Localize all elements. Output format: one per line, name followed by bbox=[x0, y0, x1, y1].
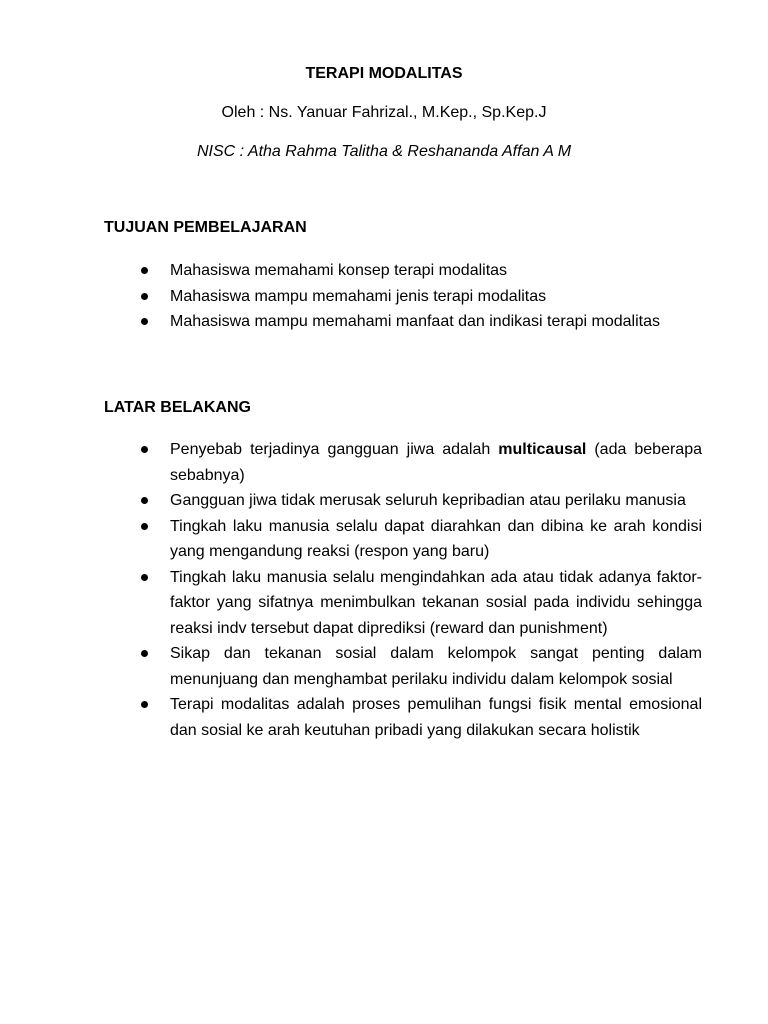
list-item-text-part: Penyebab terjadinya gangguan jiwa adalah bbox=[170, 441, 499, 458]
list-item-text: Mahasiswa mampu memahami jenis terapi modalitas bbox=[170, 287, 547, 305]
list-item-text: Terapi modalitas adalah proses pemulihan fungsi fisik mental emosional dan sosial ke arah keutuhan pribadi yang dilakukan secara holistik bbox=[170, 696, 702, 739]
list-item-text: Tingkah laku manusia selalu dapat diarahkan dan dibina ke arah kondisi yang mengandung reaksi (respon yang baru) bbox=[170, 517, 702, 560]
document-title: TERAPI MODALITAS bbox=[305, 65, 463, 82]
list-item bbox=[128, 641, 702, 692]
list-item-text bbox=[170, 441, 702, 484]
list-item bbox=[128, 514, 702, 565]
list-item-text: Gangguan jiwa tidak merusak seluruh kepribadian atau perilaku manusia bbox=[170, 492, 686, 509]
tujuan-list bbox=[128, 258, 702, 335]
list-item bbox=[128, 258, 702, 284]
bullet-icon bbox=[141, 497, 148, 504]
list-item bbox=[128, 488, 702, 514]
list-item bbox=[128, 309, 702, 335]
section-heading-tujuan: TUJUAN PEMBELAJARAN bbox=[104, 219, 307, 236]
section-heading-latar: LATAR BELAKANG bbox=[104, 399, 251, 416]
multicausal-emphasis: multicausal bbox=[498, 441, 587, 458]
nisc-line: NISC : Atha Rahma Talitha & Reshananda Affan A M bbox=[196, 143, 572, 160]
list-item bbox=[128, 437, 702, 488]
bullet-icon bbox=[141, 523, 148, 530]
bullet-icon bbox=[141, 293, 148, 300]
list-item-text: Mahasiswa mampu memahami manfaat dan indikasi terapi modalitas bbox=[170, 313, 660, 330]
list-item-text: Sikap dan tekanan sosial dalam kelompok sangat penting dalam menunjuang dan menghambat perilaku individu dalam kelompok sosial bbox=[170, 645, 702, 688]
bullet-icon bbox=[141, 318, 148, 325]
bullet-icon bbox=[141, 650, 148, 657]
bullet-icon bbox=[141, 574, 148, 581]
list-item-text-part: (ada beberapa sebabnya) bbox=[170, 441, 702, 484]
list-item bbox=[128, 692, 702, 743]
list-item-text: Tingkah laku manusia selalu mengindahkan ada atau tidak adanya faktor-faktor yang sifatnya menimbulkan tekanan sosial pada individu sehingga reaksi indv tersebut dapat diprediksi (reward dan punishment) bbox=[170, 568, 702, 637]
bullet-icon bbox=[141, 267, 148, 274]
latar-list bbox=[128, 437, 702, 743]
list-item bbox=[128, 284, 702, 310]
list-item-text: Mahasiswa memahami konsep terapi modalitas bbox=[170, 262, 508, 279]
list-item bbox=[128, 565, 702, 642]
bullet-icon bbox=[141, 701, 148, 708]
bullet-icon bbox=[141, 446, 148, 453]
author-line: Oleh : Ns. Yanuar Fahrizal., M.Kep., Sp.Kep.J bbox=[221, 104, 547, 121]
